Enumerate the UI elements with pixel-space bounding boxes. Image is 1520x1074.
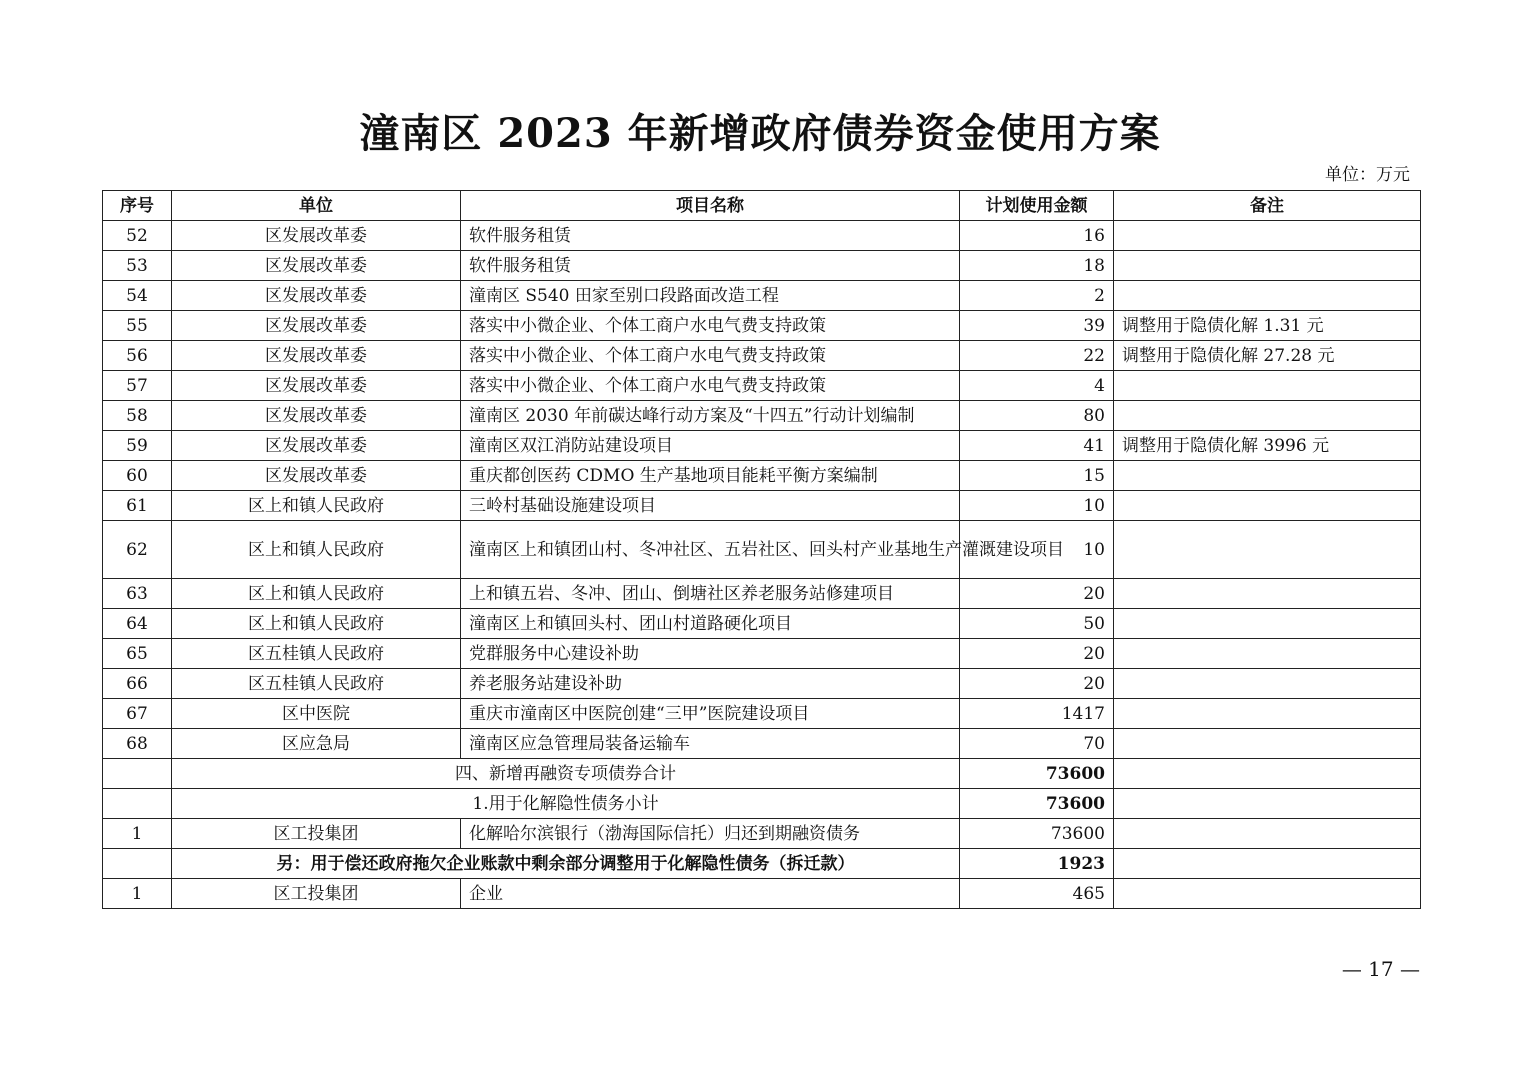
cell-project: 潼南区上和镇回头村、团山村道路硬化项目 [461,609,960,639]
cell-note [1114,281,1421,311]
cell-note [1114,251,1421,281]
cell-unit: 区发展改革委 [172,461,461,491]
table-row [103,461,1421,491]
cell-project: 党群服务中心建设补助 [461,639,960,669]
cell-no: 1 [103,879,172,909]
cell-amount: 50 [960,609,1114,639]
cell-no: 65 [103,639,172,669]
cell-note [1114,609,1421,639]
cell-note [1114,371,1421,401]
cell-amount: 16 [960,221,1114,251]
cell-no: 55 [103,311,172,341]
cell-unit: 区发展改革委 [172,311,461,341]
table-row [103,491,1421,521]
cell-project: 落实中小微企业、个体工商户水电气费支持政策 [461,311,960,341]
cell-note: 调整用于隐债化解 1.31 元 [1114,311,1421,341]
cell-project: 落实中小微企业、个体工商户水电气费支持政策 [461,341,960,371]
cell-amount: 22 [960,341,1114,371]
page-title: 潼南区 2023 年新增政府债券资金使用方案 [359,110,1161,157]
cell-note [1114,579,1421,609]
cell-no: 1 [103,819,172,849]
cell-unit: 区发展改革委 [172,281,461,311]
summary-amount: 73600 [960,759,1114,789]
cell-no: 64 [103,609,172,639]
cell-no: 54 [103,281,172,311]
cell-no: 61 [103,491,172,521]
cell-unit: 区上和镇人民政府 [172,491,461,521]
cell-no: 66 [103,669,172,699]
cell-project: 上和镇五岩、冬冲、团山、倒塘社区养老服务站修建项目 [461,579,960,609]
cell-unit: 区工投集团 [172,879,461,909]
cell-project: 企业 [461,879,960,909]
cell-note-empty [1114,849,1421,879]
summary-row-refinancing-total [103,759,1421,789]
cell-amount: 39 [960,311,1114,341]
summary-amount: 1923 [960,849,1114,879]
table-row [103,311,1421,341]
cell-amount: 20 [960,579,1114,609]
table-row [103,729,1421,759]
cell-amount: 70 [960,729,1114,759]
cell-amount: 80 [960,401,1114,431]
cell-no: 59 [103,431,172,461]
cell-amount: 20 [960,669,1114,699]
table-row [103,431,1421,461]
cell-no: 68 [103,729,172,759]
cell-note [1114,521,1421,579]
cell-note [1114,819,1421,849]
cell-unit: 区五桂镇人民政府 [172,639,461,669]
table-row [103,579,1421,609]
cell-no-empty [103,789,172,819]
column-header-project: 项目名称 [461,191,960,221]
cell-note [1114,639,1421,669]
cell-note [1114,879,1421,909]
cell-project: 软件服务租赁 [461,221,960,251]
summary-row-hidden-debt-subtotal [103,789,1421,819]
cell-project: 软件服务租赁 [461,251,960,281]
cell-amount: 4 [960,371,1114,401]
cell-unit: 区发展改革委 [172,341,461,371]
cell-unit: 区工投集团 [172,819,461,849]
cell-amount: 465 [960,879,1114,909]
funds-table [102,190,1421,909]
cell-note [1114,461,1421,491]
table-row [103,251,1421,281]
cell-unit: 区五桂镇人民政府 [172,669,461,699]
table-row [103,639,1421,669]
cell-unit: 区发展改革委 [172,431,461,461]
cell-unit: 区应急局 [172,729,461,759]
page-number: — 17 — [1341,957,1420,981]
table-row [103,341,1421,371]
summary-amount: 73600 [960,789,1114,819]
table-row [103,819,1421,849]
cell-note [1114,699,1421,729]
cell-unit: 区上和镇人民政府 [172,609,461,639]
cell-note [1114,669,1421,699]
cell-note-empty [1114,789,1421,819]
summary-label: 1.用于化解隐性债务小计 [172,789,960,819]
cell-note [1114,221,1421,251]
cell-no: 58 [103,401,172,431]
cell-unit: 区上和镇人民政府 [172,579,461,609]
cell-project: 潼南区 S540 田家至别口段路面改造工程 [461,281,960,311]
cell-note-empty [1114,759,1421,789]
cell-note [1114,491,1421,521]
cell-no: 67 [103,699,172,729]
cell-no-empty [103,759,172,789]
table-row [103,521,1421,579]
cell-project: 三岭村基础设施建设项目 [461,491,960,521]
unit-label: 单位：万元 [1325,165,1410,185]
cell-no: 57 [103,371,172,401]
cell-unit: 区发展改革委 [172,251,461,281]
cell-no: 60 [103,461,172,491]
cell-no: 52 [103,221,172,251]
column-header-no: 序号 [103,191,172,221]
cell-project: 潼南区上和镇团山村、冬冲社区、五岩社区、回头村产业基地生产灌溉建设项目 [461,521,960,579]
summary-row-arrears-adjustment [103,849,1421,879]
cell-no-empty [103,849,172,879]
summary-label: 四、新增再融资专项债券合计 [172,759,960,789]
cell-note [1114,729,1421,759]
table-row [103,221,1421,251]
cell-no: 56 [103,341,172,371]
cell-amount: 41 [960,431,1114,461]
cell-note: 调整用于隐债化解 27.28 元 [1114,341,1421,371]
table-row [103,401,1421,431]
cell-no: 62 [103,521,172,579]
cell-project: 潼南区双江消防站建设项目 [461,431,960,461]
column-header-note: 备注 [1114,191,1421,221]
table-row [103,879,1421,909]
cell-amount: 1417 [960,699,1114,729]
cell-project: 重庆都创医药 CDMO 生产基地项目能耗平衡方案编制 [461,461,960,491]
cell-no: 53 [103,251,172,281]
cell-amount: 18 [960,251,1114,281]
cell-note: 调整用于隐债化解 3996 元 [1114,431,1421,461]
cell-unit: 区发展改革委 [172,221,461,251]
cell-project: 养老服务站建设补助 [461,669,960,699]
cell-project: 化解哈尔滨银行（渤海国际信托）归还到期融资债务 [461,819,960,849]
table-row [103,609,1421,639]
cell-unit: 区发展改革委 [172,371,461,401]
table-row [103,699,1421,729]
column-header-amount: 计划使用金额 [960,191,1114,221]
column-header-unit: 单位 [172,191,461,221]
cell-unit: 区中医院 [172,699,461,729]
summary-label: 另：用于偿还政府拖欠企业账款中剩余部分调整用于化解隐性债务（拆迁款） [172,849,960,879]
cell-amount: 10 [960,491,1114,521]
cell-project: 重庆市潼南区中医院创建“三甲”医院建设项目 [461,699,960,729]
cell-amount: 73600 [960,819,1114,849]
cell-amount: 10 [960,521,1114,579]
table-header-row [103,191,1421,221]
cell-project: 潼南区 2030 年前碳达峰行动方案及“十四五”行动计划编制 [461,401,960,431]
cell-no: 63 [103,579,172,609]
cell-project: 潼南区应急管理局装备运输车 [461,729,960,759]
cell-project: 落实中小微企业、个体工商户水电气费支持政策 [461,371,960,401]
cell-amount: 20 [960,639,1114,669]
cell-unit: 区发展改革委 [172,401,461,431]
cell-unit: 区上和镇人民政府 [172,521,461,579]
cell-amount: 2 [960,281,1114,311]
table-row [103,371,1421,401]
table-row [103,281,1421,311]
table-row [103,669,1421,699]
cell-note [1114,401,1421,431]
cell-amount: 15 [960,461,1114,491]
